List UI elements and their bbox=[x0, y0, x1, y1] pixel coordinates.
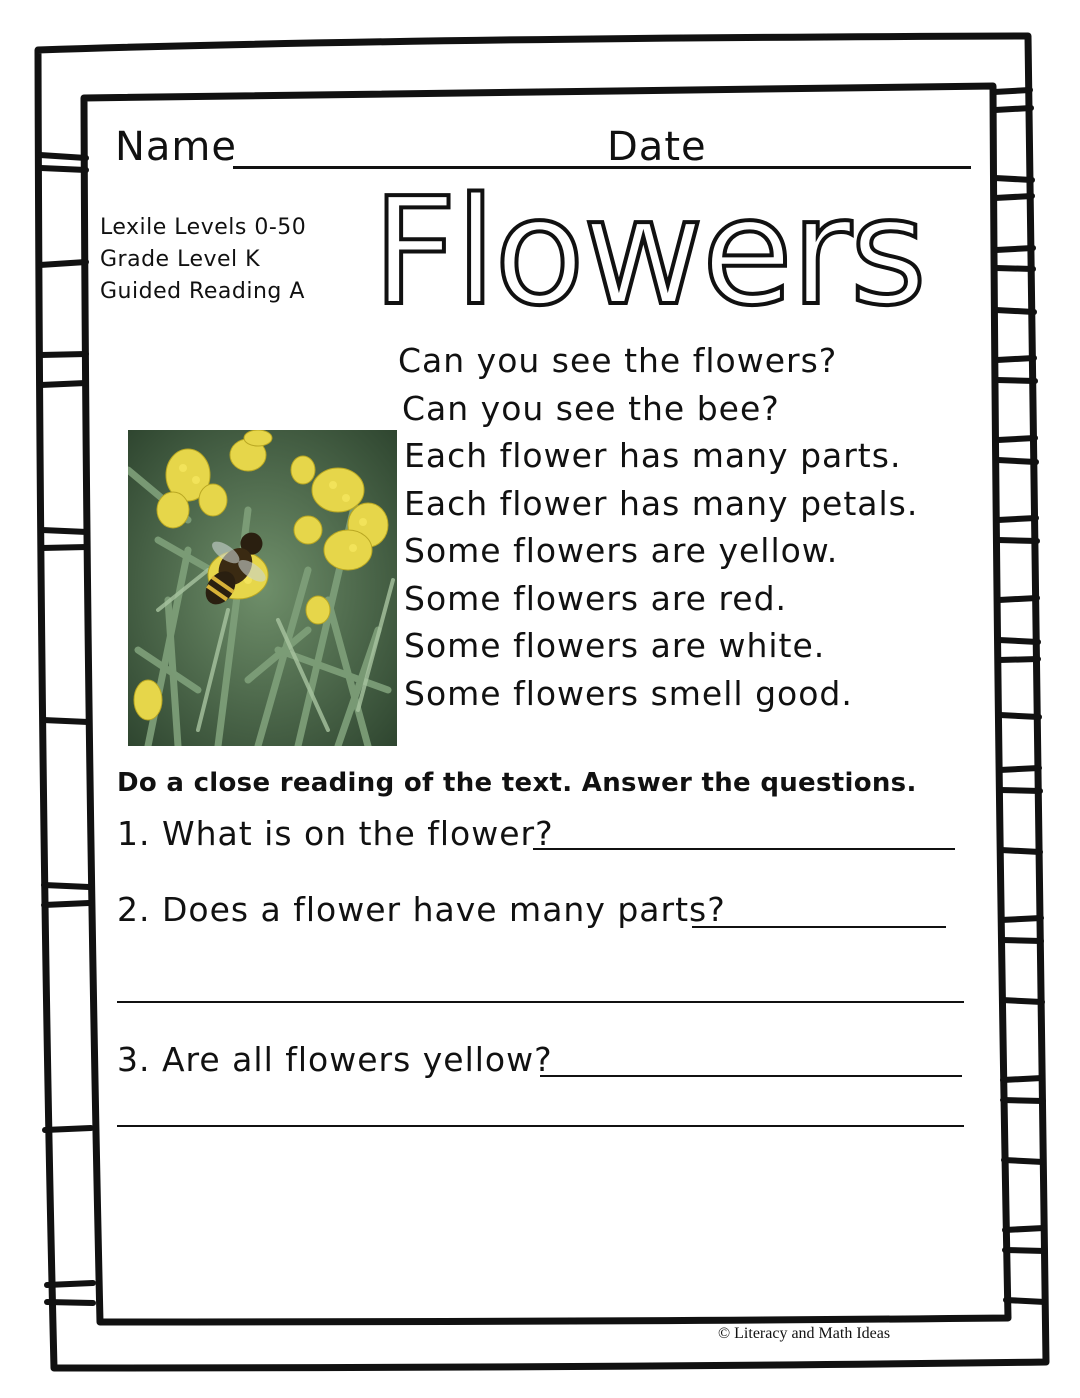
answer-line-3b[interactable] bbox=[117, 1125, 964, 1127]
bee-on-flowers-photo bbox=[128, 430, 397, 746]
answer-line-2b[interactable] bbox=[117, 1001, 964, 1003]
question-3: 3. Are all flowers yellow? bbox=[117, 1040, 553, 1079]
story-line: Can you see the bee? bbox=[402, 388, 780, 428]
answer-line-3a[interactable] bbox=[540, 1075, 962, 1077]
question-1: 1. What is on the flower? bbox=[117, 814, 554, 853]
name-label: Name bbox=[115, 124, 238, 170]
guided-reading-level: Guided Reading A bbox=[100, 279, 305, 304]
story-line: Some flowers are white. bbox=[404, 626, 826, 665]
page-title: Flowers bbox=[372, 166, 925, 338]
story-line: Some flowers are yellow. bbox=[404, 531, 839, 570]
question-2: 2. Does a flower have many parts? bbox=[117, 890, 726, 929]
story-line: Can you see the flowers? bbox=[398, 341, 838, 380]
story-line: Some flowers are red. bbox=[404, 578, 788, 618]
story-line: Each flower has many parts. bbox=[404, 436, 902, 475]
answer-line-1[interactable] bbox=[533, 848, 955, 850]
reading-levels bbox=[100, 212, 306, 308]
date-label: Date bbox=[607, 124, 707, 170]
lexile-level: Lexile Levels 0-50 bbox=[100, 215, 307, 240]
answer-line-2a[interactable] bbox=[692, 926, 946, 928]
story-text bbox=[398, 337, 918, 717]
grade-level: Grade Level K bbox=[100, 247, 261, 272]
photo-illustration bbox=[128, 430, 397, 746]
story-line: Some flowers smell good. bbox=[404, 673, 853, 713]
copyright-notice: © Literacy and Math Ideas bbox=[718, 1325, 891, 1342]
instructions-heading: Do a close reading of the text. Answer the questions. bbox=[117, 768, 917, 798]
story-line: Each flower has many petals. bbox=[404, 483, 919, 523]
